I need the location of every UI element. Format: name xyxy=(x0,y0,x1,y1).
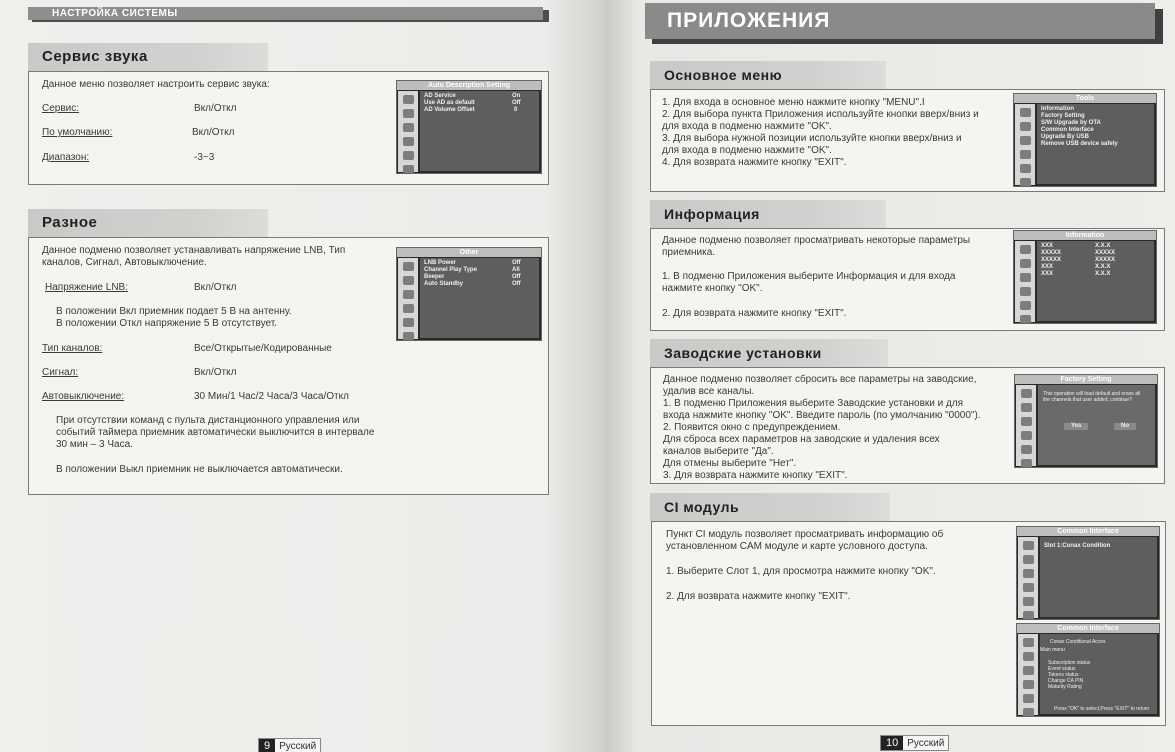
menu-sidebar xyxy=(1018,537,1038,618)
channel-type-label: Тип каналов: xyxy=(42,343,103,354)
menu-title: Tools xyxy=(1014,94,1156,103)
page-number: 9 xyxy=(259,739,275,752)
info-line: 1. В подменю Приложения выберите Информация и для входа xyxy=(662,271,956,282)
factory-line: Для отмены выберите "Нет". xyxy=(663,458,797,469)
ci-detail-head: Main menu xyxy=(1040,647,1065,653)
audio-row-value: Вкл/Откл xyxy=(194,103,237,114)
factory-line: 3. Для возврата нажмите кнопку "EXIT". xyxy=(663,470,848,481)
menu-value: X.X.X xyxy=(1095,243,1111,249)
left-header: НАСТРОЙКА СИСТЕМЫ xyxy=(28,7,543,20)
menu-value: 0 xyxy=(514,107,518,113)
signal-label: Сигнал: xyxy=(42,367,79,378)
audio-intro: Данное меню позволяет настроить сервис звука: xyxy=(42,79,270,90)
audio-menu-screenshot xyxy=(396,80,542,174)
menu-sidebar xyxy=(1018,634,1038,715)
ci-line: установленном CAM модуле и карте условного доступа. xyxy=(666,541,928,552)
auto-standby-note: При отсутствии команд с пульта дистанционного управления или xyxy=(56,415,360,426)
menu-title: Factory Setting xyxy=(1015,375,1157,384)
menu-area xyxy=(1040,537,1157,617)
menu-sidebar xyxy=(398,258,418,339)
lnb-label: Напряжение LNB: xyxy=(45,282,128,293)
ci-line: 2. Для возврата нажмите кнопку "EXIT". xyxy=(666,591,851,602)
audio-row-label: Диапазон: xyxy=(42,152,90,163)
audio-row-value: Вкл/Откл xyxy=(192,127,235,138)
information-menu-screenshot xyxy=(1013,230,1157,324)
factory-menu-screenshot xyxy=(1014,374,1158,468)
menu-item: Tokens status xyxy=(1048,672,1079,678)
ci-line: 1. Выберите Слот 1, для просмотра нажмите кнопку "OK". xyxy=(666,566,936,577)
factory-message: the channels that user added, continue? xyxy=(1043,397,1132,403)
menu-title: Information xyxy=(1014,231,1156,240)
factory-yes-button: Yes xyxy=(1064,423,1088,430)
menu-item: AD Service xyxy=(424,93,456,99)
menu-item: Event status xyxy=(1048,666,1076,672)
menu-value: Off xyxy=(512,100,521,106)
main-menu-line: 1. Для входа в основное меню нажмите кнопку "MENU".I xyxy=(662,97,925,108)
channel-type-value: Все/Открытые/Кодированные xyxy=(194,343,332,354)
page-number: 10 xyxy=(881,736,903,750)
lnb-note: В положении Вкл приемник подает 5 В на антенну. xyxy=(56,306,292,317)
menu-item: XXX xyxy=(1041,243,1054,249)
menu-value: XXXXX xyxy=(1095,257,1116,263)
ci-detail-footer: Press "OK" to select,Press "EXIT" to return xyxy=(1054,706,1150,712)
menu-item: XXX xyxy=(1041,271,1054,277)
menu-item: Beeper xyxy=(424,274,445,280)
audio-row-label: По умолчанию: xyxy=(42,127,113,138)
left-page-number xyxy=(258,738,321,752)
ci-section-title: CI модуль xyxy=(650,493,890,521)
menu-item: Factory Setting xyxy=(1041,113,1085,119)
ci-detail-head: Conax Conditional Acces xyxy=(1050,639,1106,645)
menu-item: Channel Play Type xyxy=(424,267,477,273)
menu-title: Other xyxy=(397,248,541,257)
menu-item: Slot 1:Conax Condition xyxy=(1044,543,1111,549)
menu-item: Remove USB device safely xyxy=(1041,141,1118,147)
menu-item: XXXXX xyxy=(1041,250,1062,256)
factory-line: Данное подменю позволяет сбросить все параметры на заводские, xyxy=(663,374,977,385)
menu-area xyxy=(1037,104,1154,184)
auto-standby-label: Автовыключение: xyxy=(42,391,125,402)
page-language: Русский xyxy=(907,738,945,749)
main-menu-line: 4. Для возврата нажмите кнопку "EXIT". xyxy=(662,157,847,168)
factory-line: входа нажмите кнопку "OK". Введите пароль (по умолчанию "0000"). xyxy=(663,410,981,421)
menu-area xyxy=(1040,634,1157,714)
misc-menu-screenshot xyxy=(396,247,542,341)
menu-item: Upgrade By USB xyxy=(1041,134,1090,140)
audio-row-value: -3~3 xyxy=(194,152,215,163)
menu-item: Change CA PIN xyxy=(1048,678,1084,684)
menu-title: Common Interface xyxy=(1017,527,1159,536)
menu-item: Information xyxy=(1041,106,1074,112)
lnb-note: В положении Откл напряжение 5 В отсутствует. xyxy=(56,318,277,329)
menu-area xyxy=(420,258,539,338)
factory-line: Для сброса всех параметров на заводские и удаления всех xyxy=(663,434,940,445)
info-section-title: Информация xyxy=(650,200,886,228)
menu-item: XXX xyxy=(1041,264,1054,270)
menu-item: LNB Power xyxy=(424,260,457,266)
factory-line: 1. В подменю Приложения выберите Заводские установки и для xyxy=(663,398,964,409)
menu-item: Maturity Rating xyxy=(1048,684,1082,690)
menu-item: AD Volume Offset xyxy=(424,107,475,113)
ci-line: Пункт CI модуль позволяет просматривать информацию об xyxy=(666,529,944,540)
info-line: нажмите кнопку "OK". xyxy=(662,283,763,294)
menu-value: Off xyxy=(512,274,521,280)
audio-section-title: Сервис звука xyxy=(28,43,268,71)
menu-item: Subscription status xyxy=(1048,660,1091,666)
menu-area xyxy=(420,91,539,171)
factory-no-button: No xyxy=(1114,423,1136,430)
menu-value: XXXXX xyxy=(1095,250,1116,256)
factory-line: каналов выберите "Да". xyxy=(663,446,774,457)
menu-area xyxy=(1038,385,1155,465)
menu-sidebar xyxy=(1015,104,1035,185)
factory-section-title: Заводские установки xyxy=(650,339,888,367)
menu-value: Off xyxy=(512,260,521,266)
ci-menu-screenshot xyxy=(1016,526,1160,620)
right-header: ПРИЛОЖЕНИЯ xyxy=(645,3,1155,39)
factory-message: This operation will load default and erase all xyxy=(1043,391,1141,397)
lnb-value: Вкл/Откл xyxy=(194,282,237,293)
menu-item: Use AD as default xyxy=(424,100,475,106)
page-language: Русский xyxy=(279,741,317,752)
main-menu-line: для входа в подменю нажмите "OK". xyxy=(662,121,832,132)
main-menu-line: 3. Для выбора нужной позиции используйте кнопки вверх/вниз и xyxy=(662,133,962,144)
menu-value: Off xyxy=(512,281,521,287)
menu-area xyxy=(1037,241,1154,321)
misc-intro: каналов, Сигнал, Автовыключение. xyxy=(42,257,207,268)
menu-value: All xyxy=(512,267,520,273)
menu-sidebar xyxy=(398,91,418,172)
main-menu-line: 2. Для выбора пункта Приложения используйте кнопки вверх/вниз и xyxy=(662,109,979,120)
info-line: приемника. xyxy=(662,247,716,258)
misc-section-title: Разное xyxy=(28,209,268,237)
menu-item: S/W Upgrade by OTA xyxy=(1041,120,1101,126)
menu-item: XXXXX xyxy=(1041,257,1062,263)
ci-detail-menu-screenshot xyxy=(1016,623,1160,717)
menu-sidebar xyxy=(1015,241,1035,322)
menu-value: On xyxy=(512,93,521,99)
menu-title: Common Interface xyxy=(1017,624,1159,633)
auto-standby-value: 30 Мин/1 Час/2 Часа/3 Часа/Откл xyxy=(194,391,349,402)
audio-row-label: Сервис: xyxy=(42,103,80,114)
menu-item: Common Interface xyxy=(1041,127,1094,133)
tools-menu-screenshot xyxy=(1013,93,1157,187)
right-page-number xyxy=(880,735,949,751)
menu-sidebar xyxy=(1016,385,1036,466)
main-menu-section-title: Основное меню xyxy=(650,61,886,89)
auto-standby-note: В положении Выкл приемник не выключается автоматически. xyxy=(56,464,343,475)
signal-value: Вкл/Откл xyxy=(194,367,237,378)
info-line: 2. Для возврата нажмите кнопку "EXIT". xyxy=(662,308,847,319)
menu-item: Auto Standby xyxy=(424,281,463,287)
auto-standby-note: событий таймера приемник автоматически выключится в интервале xyxy=(56,427,375,438)
menu-title: Auto Description Setting xyxy=(397,81,541,90)
misc-intro: Данное подменю позволяет устанавливать напряжение LNB, Тип xyxy=(42,245,346,256)
factory-line: 2. Появится окно с предупреждением. xyxy=(663,422,841,433)
auto-standby-note: 30 мин – 3 Часа. xyxy=(56,439,133,450)
factory-line: удалив все каналы. xyxy=(663,386,755,397)
main-menu-line: для входа в подменю нажмите "OK". xyxy=(662,145,832,156)
menu-value: X.X.X xyxy=(1095,264,1111,270)
info-line: Данное подменю позволяет просматривать некоторые параметры xyxy=(662,235,971,246)
menu-value: X.X.X xyxy=(1095,271,1111,277)
